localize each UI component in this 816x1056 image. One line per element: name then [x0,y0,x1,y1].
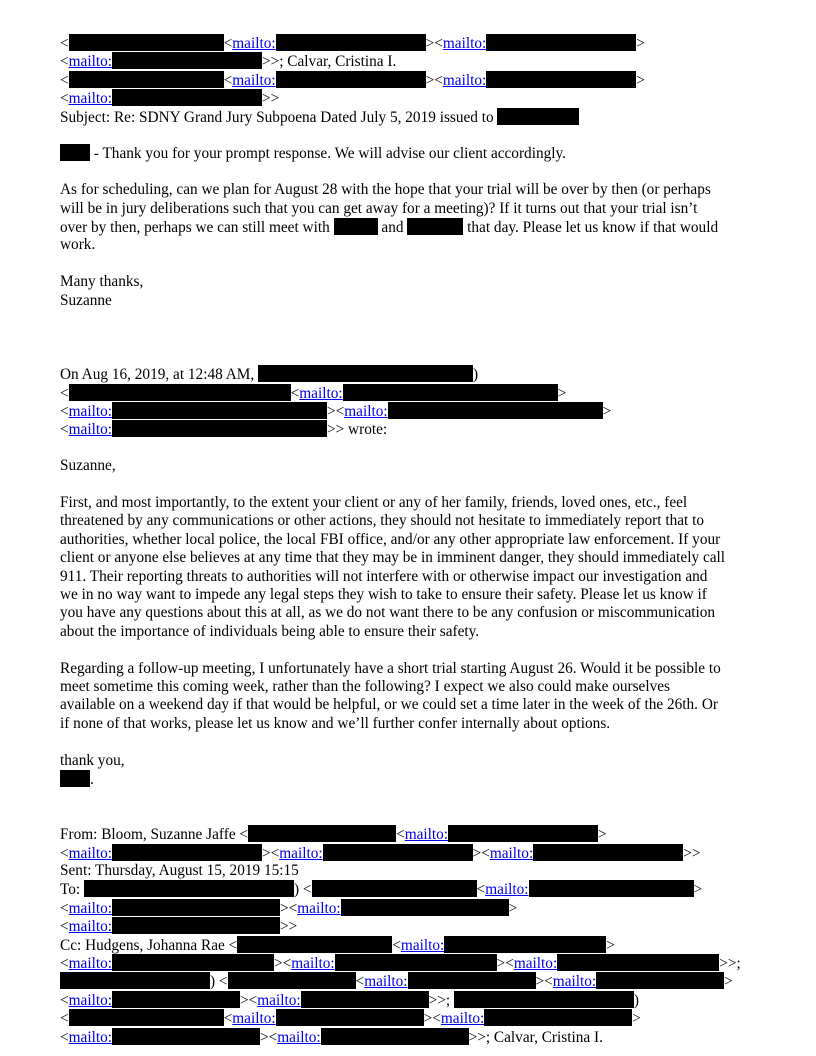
line-text: ) [633,991,640,1009]
redaction-box [321,1028,469,1045]
redaction-box [258,365,473,382]
line-text: < [60,403,69,420]
text-line [60,715,610,733]
line-text: >> [683,844,701,862]
mailto-link[interactable]: mailto: [232,1010,276,1028]
redaction-box [484,1009,632,1026]
text-line [60,899,517,917]
redaction-box [60,972,210,989]
line-text: Sent: Thursday, August 15, 2019 15:15 [60,862,299,879]
line-text: < [60,1028,69,1046]
redaction-box [248,825,396,842]
text-line [60,917,297,935]
text-line [60,862,299,880]
text-line [60,936,615,954]
mailto-link[interactable]: mailto: [442,35,487,52]
mailto-link[interactable]: mailto: [440,1010,485,1028]
line-text: First, and most importantly, to the extent your client or any of her family, friends, loved ones, etc., feel [60,494,688,511]
mailto-link[interactable]: mailto: [485,881,529,899]
mailto-link[interactable]: mailto: [552,973,597,991]
text-line [60,365,478,383]
mailto-link[interactable]: mailto: [364,973,408,991]
redaction-box [388,402,603,419]
line-text: available on a weekend day if that would be helpful, or we could set a time later in the week of the 26th. Or [60,696,718,714]
text-line [60,34,645,52]
text-line [60,696,718,714]
text-line [60,144,566,162]
text-line [60,604,715,622]
line-text: authorities, whether local police, the local FBI office, and/or any other appropriate law enforcement. If your [60,530,721,548]
line-text: > [724,973,733,991]
redaction-box [341,899,509,916]
redaction-box [529,880,694,897]
line-text: < [60,844,69,862]
line-text: < [60,35,69,52]
line-text: < [60,421,69,439]
redaction-box [112,1028,260,1045]
redaction-box [454,991,634,1008]
line-text: >< [425,35,443,52]
line-text: < [60,90,69,108]
redaction-box [276,34,426,51]
text-line [60,273,143,291]
mailto-link[interactable]: mailto: [489,844,534,862]
line-text: >< [425,71,443,89]
mailto-link[interactable]: mailto: [277,1028,321,1046]
line-text: Many thanks, [60,273,144,291]
redaction-box [334,218,378,235]
line-text: >> [261,90,280,108]
line-text: On Aug 16, 2019, at 12:48 AM, [60,366,259,384]
line-text: client or anyone else believes at any time that they may be in imminent danger, they should immediately call [60,549,726,567]
redaction-box [60,144,90,161]
line-text: . [90,771,94,788]
text-line [60,623,479,641]
line-text: >< [261,844,280,862]
text-line [60,844,700,862]
redaction-box [112,917,280,934]
line-text: >< [535,973,553,991]
mailto-link[interactable]: mailto: [513,955,558,972]
redaction-box [276,71,426,88]
line-text: threatened by any communications or other actions, they should not hesitate to immediately report that to [60,512,705,530]
text-line [60,218,718,236]
mailto-link[interactable]: mailto: [404,826,449,844]
redaction-box [486,34,636,51]
line-text: that day. Please let us know if that would [463,219,719,236]
text-line [60,512,704,530]
line-text: As for scheduling, can we plan for August 28 with the hope that your trial will be over by then (or perhaps [60,181,711,199]
mailto-link[interactable]: mailto: [299,384,343,402]
text-line [60,825,607,843]
line-text: < [396,826,405,844]
mailto-link[interactable]: mailto: [68,955,112,972]
mailto-link[interactable]: mailto: [400,936,445,954]
line-text: > [606,936,615,954]
mailto-link[interactable]: mailto: [68,918,112,936]
text-line [60,200,697,218]
mailto-link[interactable]: mailto: [68,403,112,420]
text-line [60,752,125,770]
line-text: < [290,384,300,402]
line-text: >< [259,1028,278,1046]
line-text: if none of that works, please let us know and we’ll further confer internally about options. [60,714,611,732]
line-text: work. [60,236,96,254]
text-line [60,972,733,990]
line-text: < [60,53,69,71]
line-text: about the importance of individuals being able to ensure their safety. [60,622,480,640]
mailto-link[interactable]: mailto: [68,90,112,108]
line-text: >> wrote: [326,421,388,439]
line-text: To: [60,881,84,899]
line-text: ) < [210,973,228,991]
line-text: > [636,71,645,89]
line-text: >>; [719,955,741,972]
redaction-box [596,972,724,989]
text-line [60,1009,641,1027]
mailto-link[interactable]: mailto: [68,844,112,862]
redaction-box [486,71,636,88]
redaction-box [69,1009,224,1026]
redaction-box [448,825,598,842]
redaction-box [69,71,224,88]
redaction-box [69,384,291,401]
line-text: Suzanne, [60,457,116,475]
redaction-box [112,991,240,1008]
line-text: < [60,384,69,402]
redaction-box [301,991,429,1008]
text-line [60,880,702,898]
text-line [60,181,711,199]
text-line [60,770,94,788]
line-text: thank you, [60,751,125,769]
line-text: Suzanne [60,291,112,309]
line-text: < [476,881,486,899]
redaction-box [497,108,579,125]
text-line [60,71,645,89]
line-text: 911. Their reporting threats to authorities will not interfere with or otherwise impact our investigation and [60,567,708,585]
text-line [60,494,687,512]
text-line [60,89,279,107]
line-text: Regarding a follow-up meeting, I unfortunately have a short trial starting August 26. Would it be possible to [60,659,721,677]
mailto-link[interactable]: mailto: [279,844,323,862]
line-text: From: Bloom, Suzanne Jaffe < [60,826,249,844]
line-text: Subject: Re: SDNY Grand Jury Subpoena Dated July 5, 2019 issued to [60,108,498,126]
line-text: < [60,918,69,936]
text-line [60,52,396,70]
text-line [60,586,707,604]
redaction-box [112,52,262,69]
line-text: will be in jury deliberations such that you can get away for a meeting)? If it turns out that your trial isn’t [60,199,698,217]
redaction-box [60,770,90,787]
line-text: >< [472,844,490,862]
line-text: > [602,403,612,420]
redaction-box [444,936,606,953]
line-text: >>; [428,991,454,1009]
redaction-box [407,218,463,235]
redaction-box [84,880,294,897]
line-text: >< [496,955,514,972]
line-text: >< [239,991,258,1009]
line-text: >>; Calvar, Cristina I. [468,1028,603,1046]
line-text: > [632,1010,641,1028]
line-text: >> [279,918,298,936]
line-text: < [60,71,69,89]
line-text: >< [423,1010,441,1028]
line-text: < [60,991,69,1009]
mailto-link[interactable]: mailto: [344,403,388,420]
redaction-box [408,972,536,989]
redaction-box [69,34,224,51]
line-text: you have any questions about this at all, as we do not want there to be any confusion or miscommunication [60,604,716,622]
mailto-link[interactable]: mailto: [68,899,112,917]
line-text: Cc: Hudgens, Johanna Rae < [60,936,238,954]
line-text: > [598,826,607,844]
mailto-link[interactable]: mailto: [232,71,276,89]
line-text: > [693,881,703,899]
mailto-link[interactable]: mailto: [68,1028,112,1046]
line-text: - Thank you for your prompt response. We will advise our client accordingly. [90,145,566,163]
line-text: over by then, perhaps we can still meet with [60,219,334,236]
redaction-box [112,420,327,437]
line-text: > [636,35,645,52]
line-text: > [557,384,567,402]
redaction-box [228,972,356,989]
redaction-box [112,402,327,419]
text-line [60,660,721,678]
line-text: < [60,1010,69,1028]
text-line [60,531,720,549]
line-text: >< [326,403,345,420]
mailto-link[interactable]: mailto: [68,421,112,439]
redaction-box [312,880,477,897]
text-line [60,1028,603,1046]
mailto-link[interactable]: mailto: [232,35,276,52]
line-text: ) < [294,881,312,899]
redaction-box [112,954,274,971]
line-text: > [508,899,518,917]
line-text: >< [273,955,292,972]
mailto-link[interactable]: mailto: [442,71,487,89]
line-text: < [223,71,233,89]
line-text: < [392,936,401,954]
line-text: >< [279,899,298,917]
text-line [60,402,611,420]
mailto-link[interactable]: mailto: [257,991,301,1009]
mailto-link[interactable]: mailto: [291,955,335,972]
redaction-box [323,844,473,861]
line-text: < [223,1010,233,1028]
line-text: < [60,955,69,972]
redaction-box [112,899,280,916]
mailto-link[interactable]: mailto: [297,899,341,917]
text-line [60,568,707,586]
mailto-link[interactable]: mailto: [68,53,112,71]
line-text: >>; Calvar, Cristina I. [261,53,397,71]
text-line [60,292,112,310]
line-text: ) [473,366,479,384]
mailto-link[interactable]: mailto: [68,991,112,1009]
text-line [60,678,670,696]
text-line [60,108,579,126]
line-text: meet sometime this coming week, rather than the following? I expect we also could make ourselves [60,678,670,695]
line-text: < [60,899,69,917]
redaction-box [112,844,262,861]
text-line [60,420,387,438]
text-line [60,457,116,475]
redaction-box [343,384,558,401]
text-line [60,549,725,567]
redaction-box [335,954,497,971]
line-text: we in no way want to impede any legal steps they wish to take to ensure their safety. Please let us know if [60,586,707,603]
line-text: and [377,219,408,236]
text-line [60,954,741,972]
text-line [60,991,639,1009]
line-text: < [355,973,365,991]
redaction-box [276,1009,424,1026]
redaction-box [557,954,719,971]
redaction-box [533,844,683,861]
line-text: < [223,35,233,52]
text-line [60,384,566,402]
redaction-box [237,936,392,953]
redaction-box [112,89,262,106]
text-line [60,236,95,254]
